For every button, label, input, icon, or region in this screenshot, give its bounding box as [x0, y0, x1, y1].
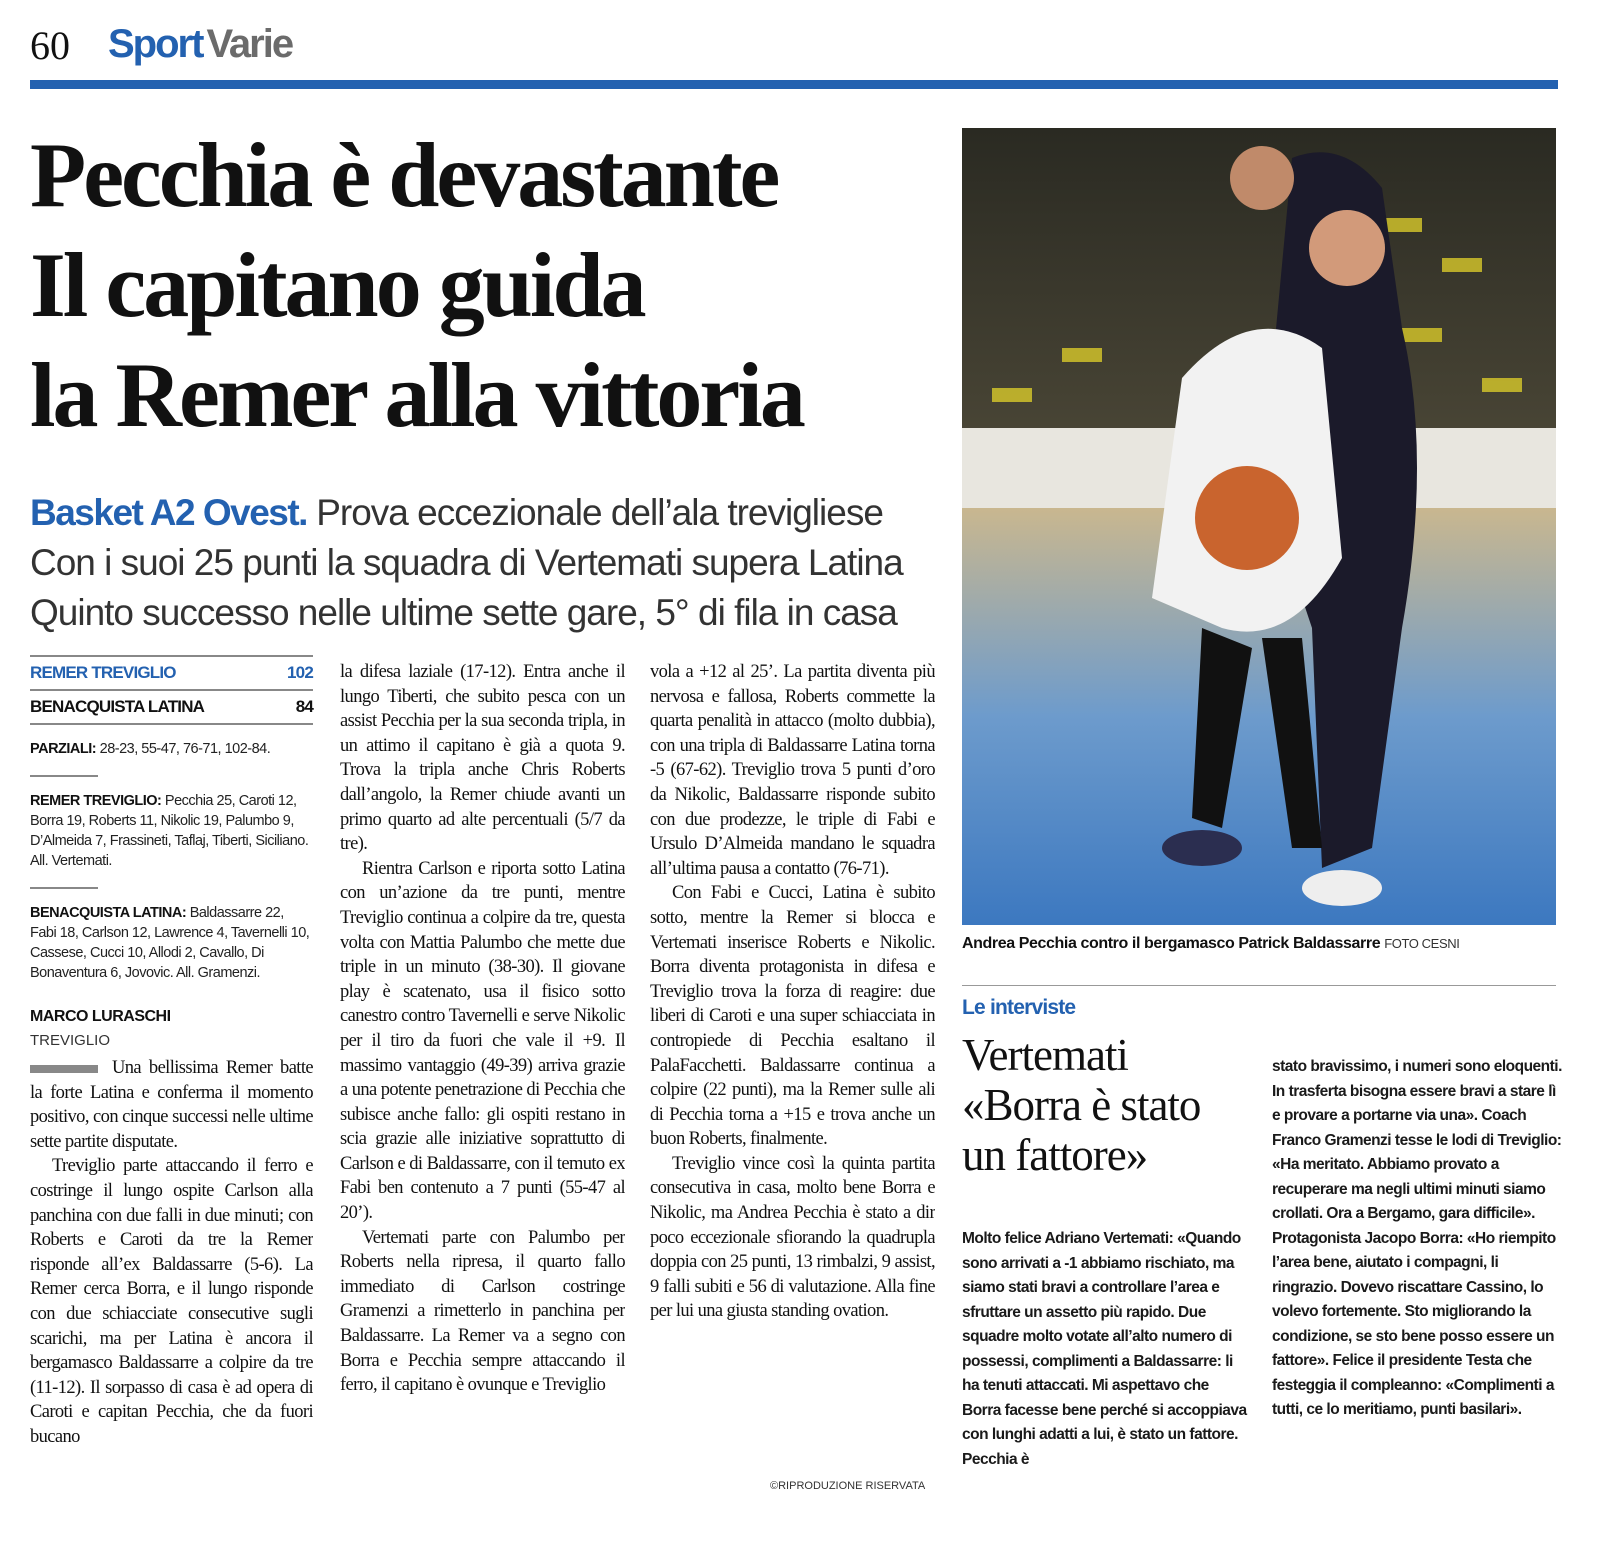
article-column-3 — [650, 660, 935, 1460]
dateline: TREVIGLIO — [30, 1032, 111, 1049]
section-primary: Sport — [108, 22, 203, 66]
partials — [30, 739, 313, 759]
page-number: 60 — [30, 23, 70, 68]
interview-title-line: un fattore» — [962, 1130, 1148, 1180]
subhead-kicker: Basket A2 Ovest. — [30, 492, 307, 533]
lead-bar — [30, 1065, 98, 1073]
photo-credit: FOTO CESNI — [1384, 936, 1460, 951]
article-paragraph — [650, 660, 935, 881]
headline-line: la Remer alla vittoria — [30, 344, 803, 446]
interview-column-2: stato bravissimo, i numeri sono eloquenti. In trasferta bisogna essere bravi a stare lì e provare a portarne via una». Coach Franco Gramenzi tesse le lodi di Treviglio: «Ha meritato. Abbiamo provato a recuperare ma negli ultimi minuti siamo crollati. Ora a Bergamo, gara difficile». Protagonista Jacopo Borra: «Ho riempito l’area bene, aiutato i compagni, li ringrazio. Dovevo riscattare Cassino, lo volevo fortemente. Sto migliorando la condizione, se sto bene posso essere un fattore». Felice il presidente Testa che festeggia il compleanno: «Complimenti a tutti, ce lo meritiamo, punti basilari». — [1272, 1058, 1562, 1418]
subheadline — [30, 488, 950, 638]
copyright: ©RIPRODUZIONE RISERVATA — [770, 1480, 926, 1492]
home-team: REMER TREVIGLIO — [30, 663, 176, 682]
interview-title — [962, 1030, 1262, 1180]
article-column-1 — [30, 1056, 313, 1526]
scorebox — [30, 655, 313, 983]
section-secondary: Varie — [206, 22, 293, 66]
headline-line: Il capitano guida — [30, 234, 644, 336]
article-photo — [962, 128, 1556, 925]
divider — [30, 775, 98, 777]
divider — [962, 985, 1556, 986]
article-paragraph — [340, 1226, 625, 1398]
caption-text: Andrea Pecchia contro il bergamasco Patrick Baldassarre — [962, 935, 1381, 952]
article-column-2 — [340, 660, 625, 1530]
paragraph-text: Una bellissima Remer batte la forte Latina e conferma il momento positivo, con cinque successi nelle ultime sette partite disputate. — [30, 1058, 313, 1152]
interview-title-line: Vertemati — [962, 1030, 1128, 1080]
away-score-row — [30, 689, 313, 725]
partials-value: 28-23, 55-47, 76-71, 102-84. — [96, 741, 271, 757]
divider — [30, 887, 98, 889]
subhead-line: Prova eccezionale dell’ala trevigliese — [316, 492, 883, 533]
away-roster-label: BENACQUISTA LATINA: — [30, 905, 187, 921]
article-paragraph — [650, 881, 935, 1152]
paragraph-text: Treviglio parte attaccando il ferro e costringe il lungo ospite Carlson alla panchina con due falli in due minuti; con Roberts e Caroti da tre la Remer risponde all’ex Baldassarre (5-6). La Remer cerca Borra, e il lungo risponde con due schiacciate consecutive sugli scarichi, ma per Latina è ancora il bergamasco Baldassarre a colpire da tre (11-12). Il sorpasso di casa è ad opera di Caroti e capitan Pecchia, che da fuori bucano — [30, 1156, 313, 1447]
paragraph-text: Treviglio vince così la quinta partita consecutiva in casa, molto bene Borra e Nikolic, ma Andrea Pecchia è stato a dir poco eccezionale sfiorando la quadrupla doppia con 25 punti, 13 rimbalzi, 9 assist, 9 falli subiti e 56 di valutazione. Alla fine per lui una giusta standing ovation. — [650, 1153, 935, 1322]
article-paragraph — [30, 1056, 313, 1154]
photo-caption — [962, 935, 1459, 953]
home-roster — [30, 791, 313, 871]
away-score: 84 — [295, 697, 313, 716]
article-paragraph — [30, 1154, 313, 1449]
away-roster — [30, 903, 313, 983]
home-score: 102 — [287, 663, 313, 682]
partials-label: PARZIALI: — [30, 741, 97, 757]
section-title — [108, 22, 292, 67]
paragraph-text: Rientra Carlson e riporta sotto Latina con un’azione da tre punti, mentre Treviglio continua a colpire da tre, questa volta con Mattia Palumbo che mette due triple in un minuto (38-30). Il giovane play è scatenato, usa il fisico sotto canestro contro Tavernelli e serve Nikolic per il tiro da fuori che vale il +9. Il massimo vantaggio (49-39) arriva grazie a una potente penetrazione di Pecchia che subisce anche fallo: gli ospiti restano in scia grazie alle iniziative soprattutto di Carlson e di Baldassarre, con il temuto ex Fabi ben contenuto a 7 punti (55-47 al 20’). — [340, 858, 625, 1224]
home-score-row — [30, 655, 313, 689]
home-roster-label: REMER TREVIGLIO: — [30, 793, 162, 809]
interview-kicker: Le interviste — [962, 996, 1076, 1019]
subhead-line: Con i suoi 25 punti la squadra di Vertemati supera Latina — [30, 542, 903, 583]
headline-line: Pecchia è devastante — [30, 124, 778, 226]
interview-title-line: «Borra è stato — [962, 1080, 1201, 1130]
home-roster-value: Pecchia 25, Caroti 12, Borra 19, Roberts 11, Nikolic 19, Palumbo 9, D’Almeida 7, Frassineti, Taflaj, Tiberti, Siciliano. All. Vertemati. — [30, 793, 309, 869]
article-paragraph — [340, 857, 625, 1226]
away-team: BENACQUISTA LATINA — [30, 697, 205, 716]
paragraph-text: vola a +12 al 25’. La partita diventa più nervosa e fallosa, Roberts commette la quarta penalità in attacco (molto dubbia), con una tripla di Baldassarre Latina torna -5 (67-62). Treviglio trova 5 punti d’oro da Nikolic, Baldassarre risponde subito con due prodezze, le triple di Fabi e Ursulo D’Almeida mandano le squadra all’ultima pausa a contatto (76-71). — [650, 662, 935, 879]
article-paragraph — [340, 660, 625, 857]
article-paragraph — [650, 1152, 935, 1324]
interview-column-1: Molto felice Adriano Vertemati: «Quando sono arrivati a -1 abbiamo rischiato, ma siamo stati bravi a controllare l’area e sfruttare un assetto più rapido. Due squadre molto votate all’alto numero di possessi, complimenti a Baldassarre: li ha tenuti attaccati. Mi aspettavo che Borra facesse bene perché si accoppiava con lunghi adatti a lui, è stato un fattore. Pecchia è — [962, 1230, 1247, 1468]
author: MARCO LURASCHI — [30, 1008, 171, 1025]
away-roster-value: Baldassarre 22, Fabi 18, Carlson 12, Lawrence 4, Tavernelli 10, Cassese, Cucci 10, Allodi 2, Cavallo, Di Bonaventura 6, Jovovic. All. Gramenzi. — [30, 905, 310, 981]
paragraph-text: Vertemati parte con Palumbo per Roberts nella ripresa, il quarto fallo immediato di Carlson costringe Gramenzi a rimetterlo in panchina per Baldassarre. La Remer va a segno con Borra e Pecchia sempre attaccando il ferro, il capitano è ovunque e Treviglio — [340, 1227, 625, 1396]
subhead-line: Quinto successo nelle ultime sette gare, 5° di fila in casa — [30, 592, 897, 633]
paragraph-text: la difesa laziale (17-12). Entra anche il lungo Tiberti, che subito pesca con un assist Pecchia per la sua seconda tripla, in un attimo il capitano è già a quota 9. Trova la tripla anche Chris Roberts dall’angolo, la Remer chiude avanti un primo quarto ad alte percentuali (5/7 da tre). — [340, 662, 625, 855]
header-rule — [30, 80, 1558, 89]
paragraph-text: Con Fabi e Cucci, Latina è subito sotto, mentre la Remer si blocca e Vertemati inserisce Roberts e Nikolic. Borra diventa protagonista in difesa e Treviglio trova la forza di reagire: due liberi di Caroti e una super schiacciata in contropiede di Pecchia esaltano il PalaFacchetti. Baldassarre continua a colpire (22 punti), ma la Remer sulle ali di Pecchia torna a +15 e trova anche un buon Roberts, finalmente. — [650, 883, 935, 1150]
byline — [30, 1008, 171, 1049]
headline — [30, 120, 950, 450]
